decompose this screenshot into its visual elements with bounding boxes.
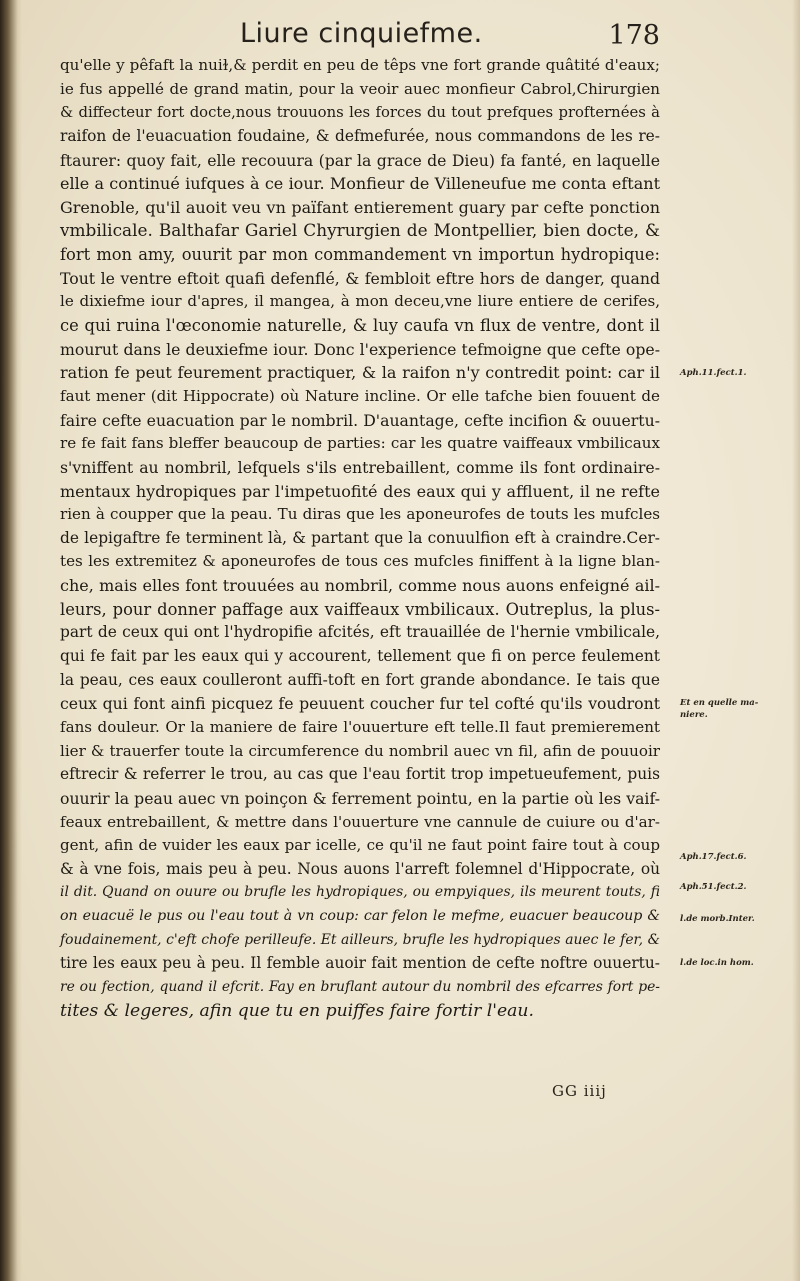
text-line: part de ceux qui ont l'hydropifie afcités, eft trauaillée de l'hernie vmbilicale, [60, 623, 660, 642]
margin-note: niere. [680, 710, 708, 720]
margin-note: Et en quelle ma- [680, 698, 759, 708]
text-line: ce qui ruina l'œconomie naturelle, & luy caufa vn flux de ventre, dont il [60, 316, 660, 336]
signature-mark: GG iiij [552, 1082, 607, 1100]
text-line-italic: on euacuë le pus ou l'eau tout à vn coup: car felon le mefme, euacuer beaucoup & [60, 908, 660, 925]
text-line: lier & trauerfer toute la circumference du nombril auec vn fil, afin de pouuoir [60, 741, 660, 760]
text-line: & à vne fois, mais peu à peu. Nous auons l'arreft folemnel d'Hippocrate, où [60, 859, 660, 878]
text-line: ceux qui font ainfi picquez fe peuuent coucher fur tel cofté qu'ils voudront [60, 694, 660, 714]
text-line: s'vniffent au nombril, lefquels s'ils entrebaillent, comme ils font ordinaire- [60, 457, 660, 477]
text-line: le dixiefme iour d'apres, il mangea, à mon deceu,vne liure entiere de cerifes, [60, 292, 660, 311]
text-line-italic: il dit. Quand on ouure ou brufle les hydropiques, ou empyiques, ils meurent touts, fi [60, 884, 660, 901]
text-line: ie fus appellé de grand matin, pour la veoir auec monfieur Cabrol,Chirurgien [60, 79, 660, 98]
text-line: qui fe fait par les eaux qui y accourent, tellement que fi on perce feulement [60, 647, 660, 666]
text-line: & diffecteur fort docte,nous trouuons les forces du tout prefques profternées à [60, 104, 660, 122]
text-line: eftrecir & referrer le trou, au cas que l'eau fortit trop impetueufement, puis [60, 765, 660, 784]
text-line-italic: re ou fection, quand il efcrit. Fay en bruflant autour du nombril des efcarres fort pe- [60, 978, 660, 995]
text-line-italic: tites & legeres, afin que tu en puiffes faire fortir l'eau. [60, 1000, 534, 1021]
margin-note: l.de morb.Inter. [680, 914, 755, 924]
text-line: la peau, ces eaux coulleront auffi-toft en fort grande abondance. Ie tais que [60, 670, 660, 689]
text-line: Tout le ventre eftoit quafi defenflé, & fembloit eftre hors de danger, quand [60, 268, 660, 288]
text-line: gent, afin de vuider les eaux par icelle, ce qu'il ne faut point faire tout à coup [60, 836, 660, 855]
text-line: faut mener (dit Hippocrate) où Nature incline. Or elle tafche bien fouuent de [60, 386, 660, 405]
text-line: mentaux hydropiques par l'impetuofité des eaux qui y affluent, il ne refte [60, 481, 660, 501]
text-line: Grenoble, qu'il auoit veu vn païfant entierement guary par cefte ponction [60, 197, 660, 217]
text-line: elle a continué iufques à ce iour. Monfieur de Villeneufue me conta eftant [60, 174, 660, 194]
page-number: 178 [608, 20, 660, 51]
text-line: leurs, pour donner paffage aux vaiffeaux vmbilicaux. Outreplus, la plus- [60, 599, 660, 619]
running-title: Liure cinquiefme. [240, 18, 483, 49]
text-line: feaux entrebaillent, & mettre dans l'ouuerture vne cannule de cuiure ou d'ar- [60, 812, 660, 831]
running-head [240, 18, 660, 58]
text-line: re fe fait fans bleffer beaucoup de parties: car les quatre vaiffeaux vmbilicaux [60, 434, 660, 453]
gutter-shadow [0, 0, 22, 1281]
text-line: fort mon amy, ouurit par mon commandement vn importun hydropique: [60, 245, 660, 265]
margin-note: Aph.51.fect.2. [680, 882, 747, 892]
text-line: de lepigaftre fe terminent là, & partant que la conuulfion eft à craindre.Cer- [60, 528, 660, 547]
text-line: faire cefte euacuation par le nombril. D'auantage, cefte incifion & ouuertu- [60, 410, 660, 430]
margin-notes [680, 0, 798, 1281]
text-line: che, mais elles font trouuées au nombril, comme nous auons enfeigné ail- [60, 576, 660, 596]
text-line: tes les extremitez & aponeurofes de tous ces mufcles finiffent à la ligne blan- [60, 552, 660, 571]
margin-note: Aph.11.fect.1. [680, 368, 747, 378]
text-line: ftaurer: quoy fait, elle recouura (par la grace de Dieu) fa fanté, en laquelle [60, 150, 660, 170]
margin-note: Aph.17.fect.6. [680, 852, 747, 862]
text-line: qu'elle y pêfaft la nuiɫ,& perdit en peu de têps vne fort grande quâtité d'eaux; [60, 56, 660, 74]
text-line: fans douleur. Or la maniere de faire l'ouuerture eft telle.Il faut premierement [60, 717, 660, 736]
text-line-italic: foudainement, c'eft chofe perilleufe. Et ailleurs, brufle les hydropiques auec le fer, & [60, 931, 660, 948]
text-line: ration fe peut feurement practiquer, & la raifon n'y contredit point: car il [60, 363, 660, 383]
body-text [60, 54, 660, 1023]
text-line: rien à coupper que la peau. Tu diras que les aponeurofes de touts les mufcles [60, 505, 660, 524]
text-line: tire les eaux peu à peu. Il femble auoir fait mention de cefte noftre ouuertu- [60, 954, 660, 973]
margin-note: l.de loc.in hom. [680, 958, 754, 968]
text-line: vmbilicale. Balthafar Gariel Chyrurgien de Montpellier, bien docte, & [60, 220, 660, 241]
text-line: ouurir la peau auec vn poinçon & ferrement pointu, en la partie où les vaif- [60, 788, 660, 808]
text-line: mourut dans le deuxiefme iour. Donc l'experience tefmoigne que cefte ope- [60, 339, 660, 359]
text-line: raifon de l'euacuation foudaine, & defmefurée, nous commandons de les re- [60, 126, 660, 145]
